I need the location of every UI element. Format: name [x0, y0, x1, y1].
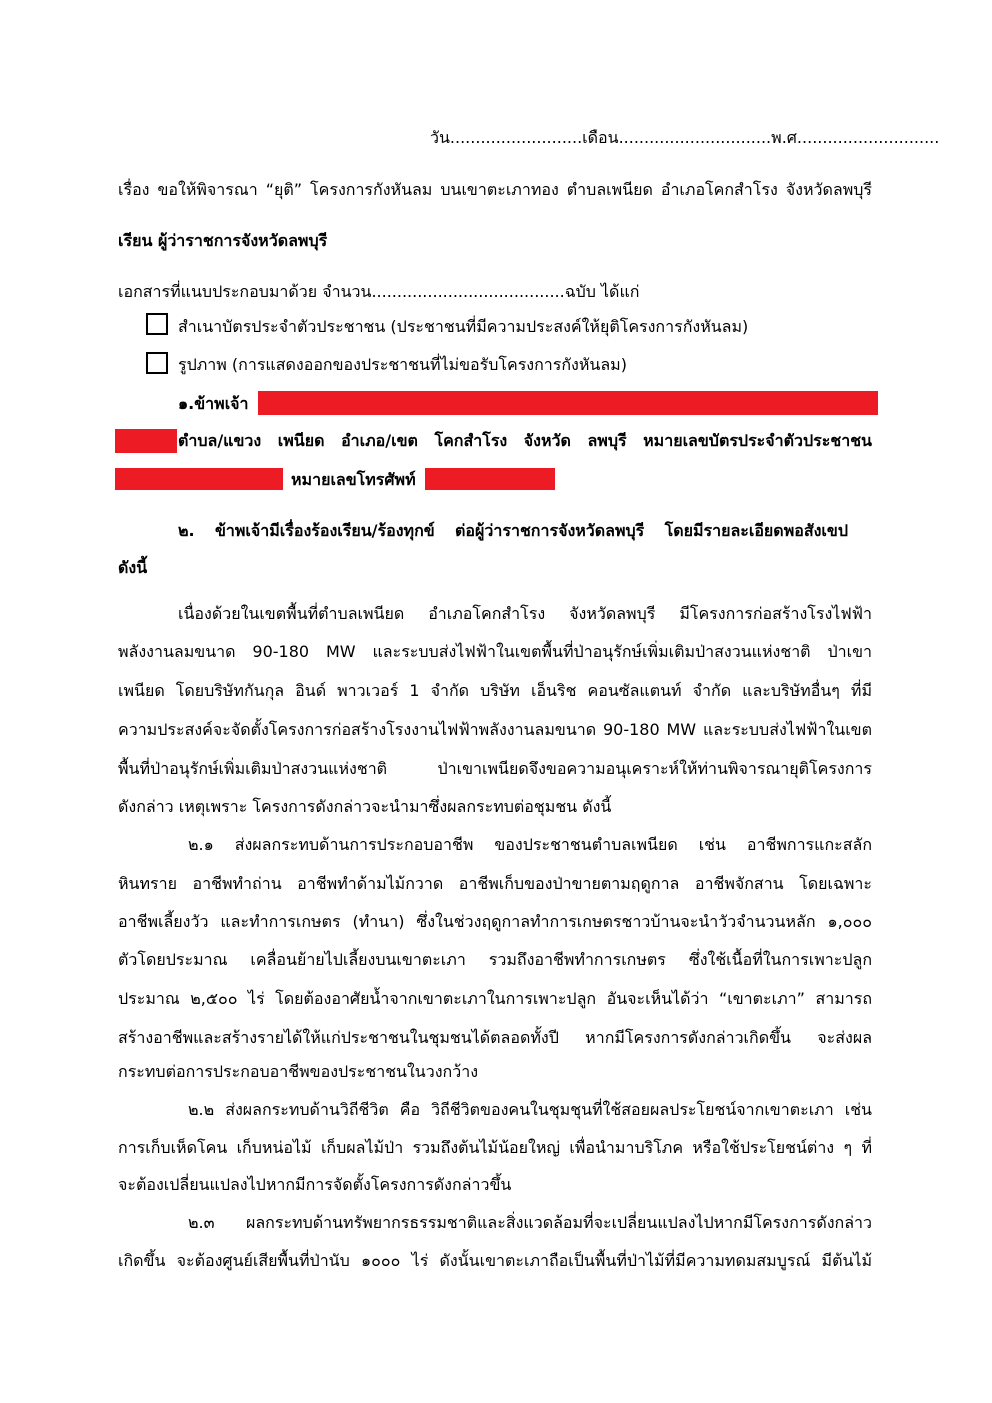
attachment-item-id-copy: สำเนาบัตรประจำตัวประชาชน (ประชาชนที่มีความประสงค์ให้ยุติโครงการกังหันลม) [178, 317, 749, 336]
section1-phone-label: หมายเลขโทรศัพท์ [291, 470, 416, 489]
intro-line-3: เพนียด โดยบริษัทกันกุล อินด์ พาวเวอร์ 1 จำกัด บริษัท เอ็นริช คอนซัลแตนท์ จำกัด และบริษัทอื่นๆ ที่มี [118, 681, 872, 700]
p23-line-2: เกิดขึ้น จะต้องศูนย์เสียพื้นที่ป่านับ ๑๐๐๐ ไร่ ดังนั้นเขาตะเภาถือเป็นพื้นที่ป่าไม้ที่มีความทดมสมบูรณ์ มีต้นไม้ [118, 1251, 872, 1270]
p21-line-7: กระทบต่อการประกอบอาชีพของประชาชนในวงกว้าง [118, 1062, 478, 1081]
addressee-line: เรียน ผู้ว่าราชการจังหวัดลพบุรี [118, 231, 328, 250]
p21-line-6: สร้างอาชีพและสร้างรายได้ให้แก่ประชาชนในชุมชนได้ตลอดทั้งปี หากมีโครงการดังกล่าวเกิดขึ้น จะส่งผล [118, 1028, 872, 1047]
redaction-phone-number [425, 468, 555, 490]
section2-line-2: ดังนี้ [118, 558, 148, 577]
p21-line-5: ประมาณ ๒,๕๐๐ ไร่ โดยต้องอาศัยน้ำจากเขาตะเภาในการเพาะปลูก อันจะเห็นได้ว่า “เขาตะเภา” สามารถ [118, 989, 872, 1008]
p21-line-4: ตัวโดยประมาณ เคลื่อนย้ายไปเลี้ยงบนเขาตะเภา รวมถึงอาชีพทำการเกษตร ซึ่งใช้เนื้อที่ในการเพาะปลูก [118, 950, 872, 969]
p22-line-2: การเก็บเห็ดโคน เก็บหน่อไม้ เก็บผลไม้ป่า รวมถึงต้นไม้น้อยใหญ่ เพื่อนำมาบริโภค หรือใช้ประโยชน์ต่าง ๆ ที่ [118, 1138, 872, 1157]
attachment-checkbox-photos[interactable] [146, 352, 168, 374]
p22-line-1: ๒.๒ ส่งผลกระทบด้านวิถีชีวิต คือ วิถีชีวิตของคนในชุมชุนที่ใช้สอยผลประโยชน์จากเขาตะเภา เช่น [188, 1100, 872, 1119]
p21-line-2: หินทราย อาชีพทำถ่าน อาชีพทำด้ามไม้กวาด อาชีพเก็บของป่าขายตามฤดูกาล อาชีพจักสาน โดยเฉพาะ [118, 874, 872, 893]
p23-line-1: ๒.๓ ผลกระทบด้านทรัพยากรธรรมชาติและสิ่งแวดล้อมที่จะเปลี่ยนแปลงไปหากมีโครงการดังกล่าว [188, 1213, 872, 1232]
section1-label: ๑.ข้าพเจ้า [178, 394, 249, 413]
intro-line-5: พื้นที่ป่าอนุรักษ์เพิ่มเติมป่าสงวนแห่งชาติ ป่าเขาเพนียดจึงขอความอนุเคราะห์ให้ท่านพิจารณายุติโครงการ [118, 759, 872, 778]
section1-address-line: ตำบล/แขวง เพนียด อำเภอ/เขต โคกสำโรง จังหวัด ลพบุรี หมายเลขบัตรประจำตัวประชาชน [178, 431, 872, 450]
p22-line-3: จะต้องเปลี่ยนแปลงไปหากมีการจัดตั้งโครงการดังกล่าวขึ้น [118, 1175, 512, 1194]
date-line: วัน..........................เดือน..............................พ.ศ............................ [430, 128, 940, 147]
intro-line-6: ดังกล่าว เหตุเพราะ โครงการดังกล่าวจะนำมาซึ่งผลกระทบต่อชุมชน ดังนี้ [118, 797, 612, 816]
redaction-name [258, 391, 878, 415]
section2-line-1: ๒. ข้าพเจ้ามีเรื่องร้องเรียน/ร้องทุกข์ ต่อผู้ว่าราชการจังหวัดลพบุรี โดยมีรายละเอียดพอสังเขป [178, 521, 848, 540]
p21-line-1: ๒.๑ ส่งผลกระทบด้านการประกอบอาชีพ ของประชาชนตำบลเพนียด เช่น อาชีพการแกะสลัก [188, 835, 872, 854]
intro-line-4: ความประสงค์จะจัดตั้งโครงการก่อสร้างโรงงานไฟฟ้าพลังงานลมขนาด 90-180 MW และระบบส่งไฟฟ้าในเขต [118, 720, 872, 739]
intro-line-2: พลังงานลมขนาด 90-180 MW และระบบส่งไฟฟ้าในเขตพื้นที่ป่าอนุรักษ์เพิ่มเติมป่าสงวนแห่งชาติ ป่าเขา [118, 642, 872, 661]
attachment-item-photos: รูปภาพ (การแสดงออกของประชาชนที่ไม่ขอรับโครงการกังหันลม) [178, 355, 627, 374]
attachment-checkbox-id-copy[interactable] [146, 313, 168, 335]
redaction-house-number [115, 429, 177, 453]
p21-line-3: อาชีพเลี้ยงวัว และทำการเกษตร (ทำนา) ซึ่งในช่วงฤดูกาลทำการเกษตรชาวบ้านจะนำวัวจำนวนหลัก ๑,๐๐๐ [118, 912, 872, 931]
redaction-id-number [115, 468, 283, 490]
attachments-intro: เอกสารที่แนบประกอบมาด้วย จำนวน......................................ฉบับ ได้แก่ [118, 282, 640, 301]
intro-line-1: เนื่องด้วยในเขตพื้นที่ตำบลเพนียด อำเภอโคกสำโรง จังหวัดลพบุรี มีโครงการก่อสร้างโรงไฟฟ้า [178, 604, 872, 623]
subject-line: เรื่อง ขอให้พิจารณา “ยุติ” โครงการกังหันลม บนเขาตะเภาทอง ตำบลเพนียด อำเภอโคกสำโรง จังหวัดลพบุรี [118, 180, 872, 199]
